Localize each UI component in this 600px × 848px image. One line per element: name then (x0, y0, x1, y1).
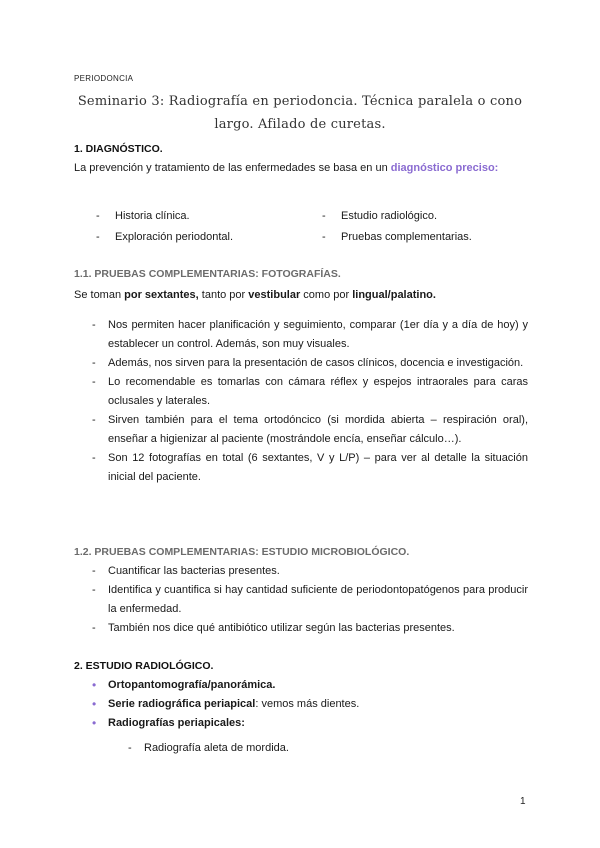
list-item: • Radiografías periapicales: (92, 714, 528, 733)
list-item: • Ortopantomografía/panorámica. (92, 676, 528, 695)
list-item: - Cuantificar las bacterias presentes. (92, 565, 280, 577)
microbiology-list (92, 562, 528, 638)
list-item: - Sirven también para el tema ortodóncico (si mordida abierta – respiración oral), enseñar a higienizar al paciente (mostrándole encía, enseñar cálculo…). (92, 414, 528, 445)
section-1-1-heading: 1.1. PRUEBAS COMPLEMENTARIAS: FOTOGRAFÍAS. (74, 268, 341, 280)
section-2-heading: 2. ESTUDIO RADIOLÓGICO. (74, 660, 214, 672)
bullet-icon: • (92, 716, 97, 730)
list-item: - Son 12 fotografías en total (6 sextantes, V y L/P) – para ver al detalle la situación inicial del paciente. (92, 452, 528, 483)
list-item: - Exploración periodontal. (96, 231, 234, 243)
bullet-icon: • (92, 697, 97, 711)
list-item: - Nos permiten hacer planificación y seguimiento, comparar (1er día y a día de hoy) y establecer un control. Además, son muy visuales. (92, 319, 528, 350)
page-number: 1 (520, 796, 526, 807)
section-1-1-intro: Se toman por sextantes, tanto por vestibular como por lingual/palatino. (74, 289, 436, 301)
list-item: - Pruebas complementarias. (322, 231, 472, 243)
list-item: - Historia clínica. (96, 210, 190, 222)
diagnosis-list-right (322, 206, 532, 248)
list-item: • Serie radiográfica periapical: vemos más dientes. (92, 695, 528, 714)
section-1-intro-text: La prevención y tratamiento de las enfermedades se basa en un (74, 162, 391, 174)
list-item: - Estudio radiológico. (322, 210, 438, 222)
page-title: Seminario 3: Radiografía en periodoncia. Técnica paralela o cono largo. Afilado de curetas. (77, 94, 523, 132)
photography-list (92, 316, 528, 487)
diagnosis-list-left (96, 206, 306, 248)
subject-header: PERIODONCIA (74, 74, 134, 83)
list-item: - Además, nos sirven para la presentación de casos clínicos, docencia e investigación. (92, 357, 524, 369)
list-item: - Identifica y cuantifica si hay cantidad suficiente de periodontopatógenos para producir la enfermedad. (92, 584, 528, 615)
list-item: - También nos dice qué antibiótico utilizar según las bacterias presentes. (92, 622, 455, 634)
section-1-2-heading: 1.2. PRUEBAS COMPLEMENTARIAS: ESTUDIO MICROBIOLÓGICO. (74, 546, 410, 558)
periapical-sublist (128, 739, 508, 758)
bullet-icon: • (92, 678, 97, 692)
radiology-list (92, 676, 528, 733)
section-1-heading: 1. DIAGNÓSTICO. (74, 143, 163, 155)
list-item: - Radiografía aleta de mordida. (128, 742, 289, 754)
list-item: - Lo recomendable es tomarlas con cámara réflex y espejos intraorales para caras oclusales y laterales. (92, 376, 528, 407)
section-1-intro-accent: diagnóstico preciso: (390, 162, 499, 174)
section-1-intro (74, 159, 530, 178)
